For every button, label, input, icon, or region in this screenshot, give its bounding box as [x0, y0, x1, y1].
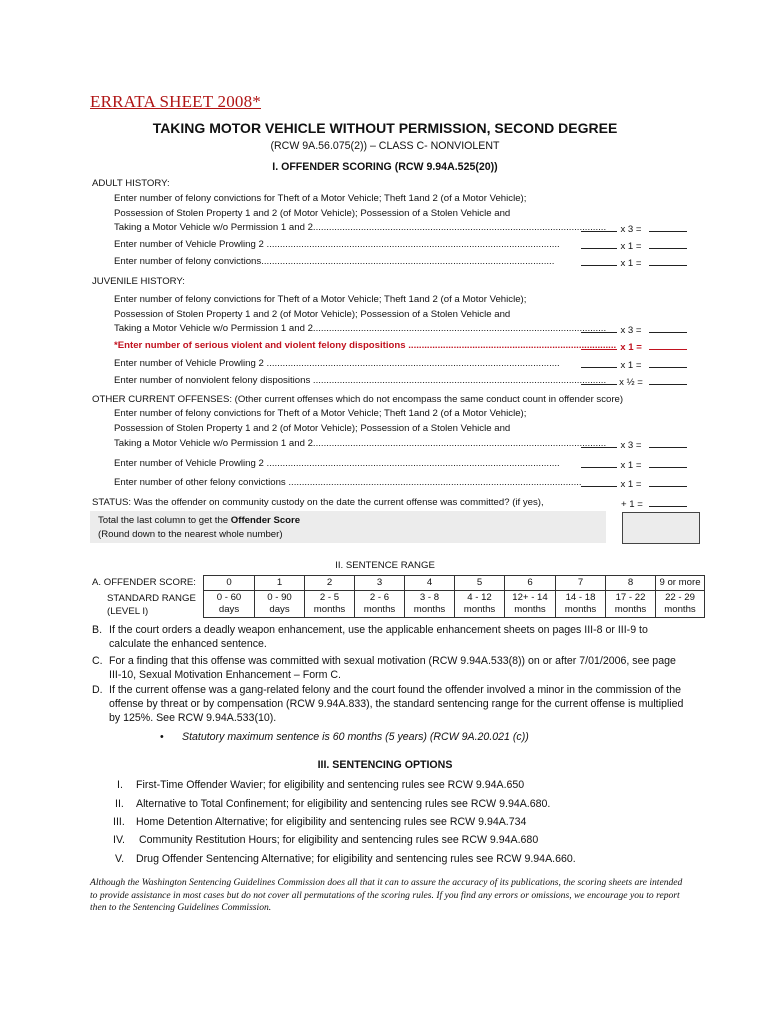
juvenile-count-input-3[interactable] — [581, 358, 617, 368]
score-cell: 3 — [355, 576, 405, 591]
statutory-maximum-note: Statutory maximum sentence is 60 months (5 years) (RCW 9A.20.021 (c)) — [182, 731, 529, 743]
juvenile-row-motor-vehicle: Taking a Motor Vehicle w/o Permission 1 and 2.............................................................................................................. — [114, 323, 607, 334]
juvenile-score-input-3[interactable] — [649, 358, 687, 368]
status-score-input[interactable] — [649, 497, 687, 507]
other-count-input-1[interactable] — [581, 438, 617, 448]
note-b-line-1: If the court orders a deadly weapon enhancement, use the applicable enhancement sheets on pages III-8 or III-9 to — [109, 624, 648, 636]
adult-row-prowling: Enter number of Vehicle Prowling 2 .............................................................................................................. — [114, 239, 560, 250]
errata-heading: ERRATA SHEET 2008* — [90, 92, 261, 111]
level-label: (LEVEL I) — [107, 606, 149, 617]
range-cell: 0 - 90 days — [255, 591, 305, 618]
other-line-1: Enter number of felony convictions for Theft of a Motor Vehicle; Theft 1and 2 (of a Motor Vehicle); — [114, 408, 527, 419]
note-d-line-1: If the current offense was a gang-related felony and the court found the offender involved a minor in the commission of the — [109, 684, 682, 696]
adult-count-input-2[interactable] — [581, 239, 617, 249]
other-count-input-2[interactable] — [581, 458, 617, 468]
option-number: IV. — [113, 834, 125, 846]
adult-row-2-calc: x 1 = — [581, 239, 687, 252]
range-cell: 2 - 6 months — [355, 591, 405, 618]
standard-range-label: STANDARD RANGE — [107, 593, 196, 604]
adult-history-heading: ADULT HISTORY: — [92, 178, 170, 189]
offender-score-label: A. OFFENDER SCORE: — [92, 577, 196, 588]
range-cell: 3 - 8 months — [405, 591, 455, 618]
total-instruction-line-2: (Round down to the nearest whole number) — [98, 529, 283, 540]
note-d-line-2: offense by threat or by compensation (RCW 9.94A.833), the standard sentencing range for the current offense is multiplied — [109, 698, 684, 710]
option-text: Drug Offender Sentencing Alternative; for eligibility and sentencing rules see RCW 9.94A.660. — [136, 853, 576, 865]
other-line-2: Possession of Stolen Property 1 and 2 (of Motor Vehicle); Possession of a Stolen Vehicle and — [114, 423, 511, 434]
adult-row-1-calc: x 3 = — [581, 222, 687, 235]
option-text: Home Detention Alternative; for eligibility and sentencing rules see RCW 9.94A.734 — [136, 816, 527, 828]
other-row-motor-vehicle: Taking a Motor Vehicle w/o Permission 1 and 2.............................................................................................................. — [114, 438, 607, 449]
adult-count-input-1[interactable] — [581, 222, 617, 232]
option-text: Community Restitution Hours; for eligibility and sentencing rules see RCW 9.94A.680 — [139, 834, 539, 846]
score-cell: 0 — [204, 576, 255, 591]
section-1-heading: I. OFFENDER SCORING (RCW 9.94A.525(20)) — [272, 161, 498, 173]
score-cell: 4 — [405, 576, 455, 591]
other-row-3-calc: x 1 = — [581, 477, 687, 490]
sentence-range-table — [203, 575, 705, 618]
other-score-input-1[interactable] — [649, 438, 687, 448]
adult-line-2: Possession of Stolen Property 1 and 2 (of Motor Vehicle); Possession of a Stolen Vehicle and — [114, 208, 511, 219]
score-cell: 5 — [455, 576, 505, 591]
adult-count-input-3[interactable] — [581, 256, 617, 266]
note-b-line-2: calculate the enhanced sentence. — [109, 638, 267, 650]
juvenile-row-1-calc: x 3 = — [581, 323, 687, 336]
juvenile-count-input-1[interactable] — [581, 323, 617, 333]
juvenile-row-3-calc: x 1 = — [581, 358, 687, 371]
juvenile-history-heading: JUVENILE HISTORY: — [92, 276, 185, 287]
score-cell: 9 or more — [656, 576, 705, 591]
page-title: TAKING MOTOR VEHICLE WITHOUT PERMISSION, SECOND DEGREE — [152, 120, 618, 136]
adult-score-input-3[interactable] — [649, 256, 687, 266]
option-text: Alternative to Total Confinement; for eligibility and sentencing rules see RCW 9.94A.680. — [136, 798, 551, 810]
adult-row-motor-vehicle: Taking a Motor Vehicle w/o Permission 1 and 2.............................................................................................................. — [114, 222, 607, 233]
juvenile-row-2-calc: x 1 = — [581, 340, 687, 353]
juvenile-score-input-1[interactable] — [649, 323, 687, 333]
adult-score-input-2[interactable] — [649, 239, 687, 249]
option-text: First-Time Offender Wavier; for eligibility and sentencing rules see RCW 9.94A.650 — [136, 779, 525, 791]
range-cell: 4 - 12 months — [455, 591, 505, 618]
score-cell: 7 — [556, 576, 606, 591]
bullet-icon: • — [160, 731, 164, 743]
adult-row-felony: Enter number of felony convictions.............................................................................................................. — [114, 256, 555, 267]
other-row-prowling: Enter number of Vehicle Prowling 2 .............................................................................................................. — [114, 458, 560, 469]
option-number: III. — [113, 816, 125, 828]
note-c-line-2: III-10, Sexual Motivation Enhancement – Form C. — [109, 669, 341, 681]
juvenile-row-4-calc: x ½ = — [581, 375, 687, 388]
other-score-input-2[interactable] — [649, 458, 687, 468]
score-cell: 6 — [505, 576, 556, 591]
range-cell: 2 - 5 months — [305, 591, 355, 618]
option-number: II. — [115, 798, 124, 810]
other-row-1-calc: x 3 = — [581, 438, 687, 451]
adult-line-1: Enter number of felony convictions for Theft of a Motor Vehicle; Theft 1and 2 (of a Motor Vehicle); — [114, 193, 527, 204]
juvenile-row-nonviolent: Enter number of nonviolent felony dispositions .............................................................................................................. — [114, 375, 607, 386]
disclaimer: Although the Washington Sentencing Guidelines Commission does all that it can to assure the accuracy of its publications, the scoring sheets are intended to provide assistance in most cases but do not cover all permutations of the scoring rules. If you find any errors or omissions, we encourage you to report then to the Sentencing Guidelines Commission. — [90, 877, 683, 913]
option-number: I. — [117, 779, 123, 791]
other-offenses-heading: OTHER CURRENT OFFENSES: (Other current offenses which do not encompass the same conduct count in offender score) — [92, 394, 624, 405]
status-calc: + 1 = — [621, 497, 687, 510]
adult-score-input-1[interactable] — [649, 222, 687, 232]
score-cell: 2 — [305, 576, 355, 591]
note-d-label: D. — [92, 684, 103, 696]
note-c-label: C. — [92, 655, 103, 667]
total-instruction-line-1: Total the last column to get the Offender Score — [98, 515, 301, 526]
juvenile-count-input-4[interactable] — [581, 375, 617, 385]
range-cell: 22 - 29 months — [656, 591, 705, 618]
range-cell: 14 - 18 months — [556, 591, 606, 618]
juvenile-score-input-4[interactable] — [649, 375, 687, 385]
range-cell: 12+ - 14 months — [505, 591, 556, 618]
note-b-label: B. — [92, 624, 103, 636]
section-3-heading: III. SENTENCING OPTIONS — [317, 759, 453, 771]
offender-score-row — [204, 576, 705, 591]
range-cell: 0 - 60 days — [204, 591, 255, 618]
score-cell: 8 — [606, 576, 656, 591]
range-cell: 17 - 22 months — [606, 591, 656, 618]
juvenile-line-1: Enter number of felony convictions for Theft of a Motor Vehicle; Theft 1and 2 (of a Motor Vehicle); — [114, 294, 527, 305]
juvenile-row-prowling: Enter number of Vehicle Prowling 2 .............................................................................................................. — [114, 358, 560, 369]
section-2-heading: II. SENTENCE RANGE — [335, 560, 435, 571]
note-d-line-3: by 125%. See RCW 9.94A.533(10). — [109, 712, 277, 724]
other-row-felony: Enter number of other felony convictions .............................................................................................................. — [114, 477, 582, 488]
other-score-input-3[interactable] — [649, 477, 687, 487]
juvenile-count-input-2[interactable] — [581, 340, 617, 350]
standard-range-row — [204, 591, 705, 618]
option-number: V. — [115, 853, 125, 865]
juvenile-line-2: Possession of Stolen Property 1 and 2 (of Motor Vehicle); Possession of a Stolen Vehicle and — [114, 309, 511, 320]
juvenile-row-violent: *Enter number of serious violent and violent felony dispositions .............................................................................. — [114, 340, 617, 351]
adult-row-3-calc: x 1 = — [581, 256, 687, 269]
other-row-2-calc: x 1 = — [581, 458, 687, 471]
offender-score-total-box[interactable] — [622, 512, 700, 544]
juvenile-score-input-2[interactable] — [649, 340, 687, 350]
status-question: STATUS: Was the offender on community custody on the date the current offense was committed? (if yes), — [92, 497, 544, 508]
score-cell: 1 — [255, 576, 305, 591]
statute-subtitle: (RCW 9A.56.075(2)) – CLASS C- NONVIOLENT — [270, 140, 500, 152]
note-c-line-1: For a finding that this offense was committed with sexual motivation (RCW 9.94A.533(8)) on or after 7/01/2006, see page — [109, 655, 676, 667]
other-count-input-3[interactable] — [581, 477, 617, 487]
